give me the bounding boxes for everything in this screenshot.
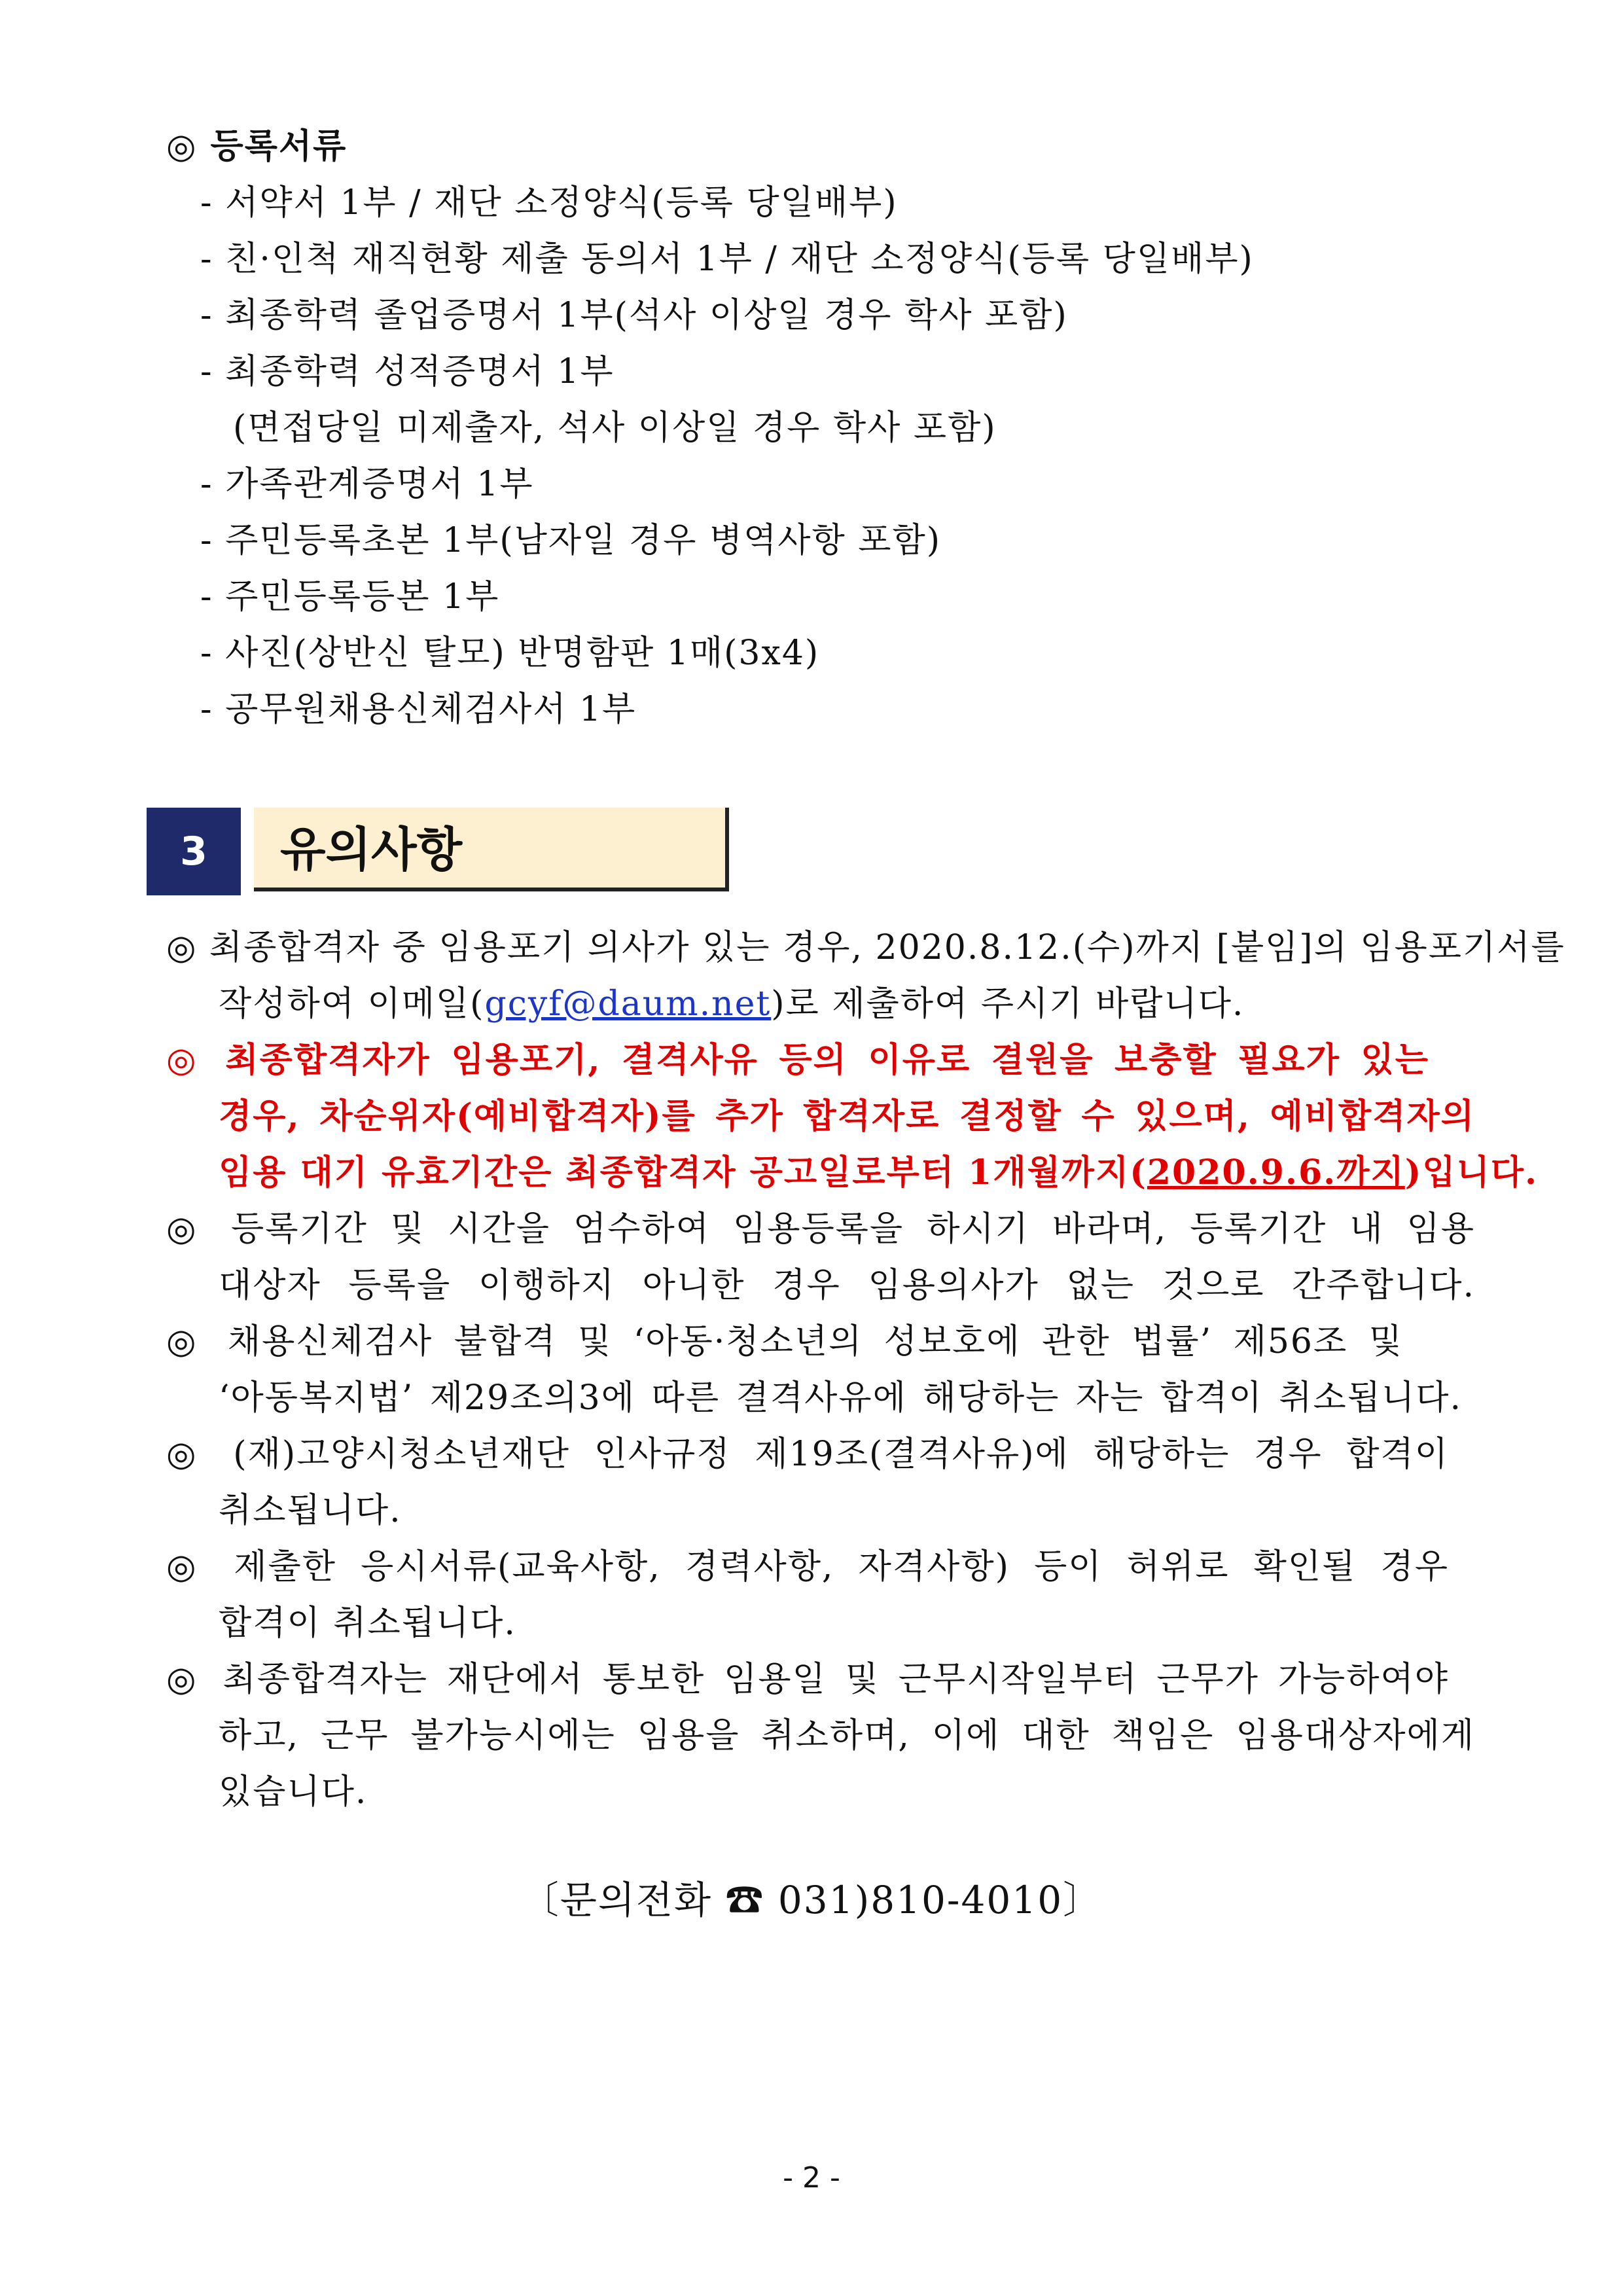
section-title: 유의사항: [254, 808, 729, 891]
registration-item: - 공무원채용신체검사서 1부: [200, 690, 637, 729]
registration-item-note: (면접당일 미제출자, 석사 이상일 경우 학사 포함): [233, 408, 997, 448]
note-5-line-2: 취소됩니다.: [219, 1491, 402, 1530]
note-2-text: 임용 대기 유효기간은 최종합격자 공고일로부터 1개월까지(: [219, 1153, 1147, 1193]
note-1-text-end: )로 제출하여 주시기 바랍니다.: [771, 984, 1245, 1024]
registration-heading: ◎ 등록서류: [166, 126, 348, 166]
note-4-line-1: ◎ 채용신체검사 불합격 및 ‘아동·청소년의 성보호에 관한 법률’ 제56조 및: [166, 1322, 1403, 1361]
note-1-text: 작성하여 이메일(: [219, 984, 485, 1024]
note-1-line-2: [219, 983, 1244, 1025]
registration-item: - 주민등록초본 1부(남자일 경우 병역사항 포함): [200, 521, 942, 560]
section-number: 3: [147, 808, 241, 895]
note-6-line-2: 합격이 취소됩니다.: [219, 1604, 516, 1643]
registration-item: - 서약서 1부 / 재단 소정양식(등록 당일배부): [200, 183, 898, 223]
registration-item: - 최종학력 성적증명서 1부: [200, 352, 615, 391]
note-5-line-1: ◎ (재)고양시청소년재단 인사규정 제19조(결격사유)에 해당하는 경우 합격이: [166, 1435, 1449, 1474]
contact-phone: 〔문의전화 ☎ 031)810-4010〕: [520, 1878, 1103, 1922]
note-2-date: 2020.9.6.까지: [1147, 1153, 1405, 1193]
registration-item: - 친·인척 재직현황 제출 동의서 1부 / 재단 소정양식(등록 당일배부): [200, 240, 1254, 279]
registration-item: - 주민등록등본 1부: [200, 577, 500, 617]
email-link[interactable]: gcyf@daum.net: [484, 984, 772, 1024]
note-7-line-1: ◎ 최종합격자는 재단에서 통보한 임용일 및 근무시작일부터 근무가 가능하여야: [166, 1660, 1449, 1699]
note-7-line-3: 있습니다.: [219, 1772, 368, 1812]
note-2-line-3: [219, 1152, 1538, 1194]
note-7-line-2: 하고, 근무 불가능시에는 임용을 취소하며, 이에 대한 책임은 임용대상자에게: [219, 1716, 1475, 1755]
note-3-line-1: ◎ 등록기간 및 시간을 엄수하여 임용등록을 하시기 바라며, 등록기간 내 임용: [166, 1210, 1475, 1249]
registration-item: - 사진(상반신 탈모) 반명함판 1매(3x4): [200, 634, 820, 673]
registration-item: - 최종학력 졸업증명서 1부(석사 이상일 경우 학사 포함): [200, 296, 1068, 335]
note-3-line-2: 대상자 등록을 이행하지 아니한 경우 임용의사가 없는 것으로 간주합니다.: [219, 1266, 1475, 1305]
registration-item: - 가족관계증명서 1부: [200, 465, 534, 504]
note-2-line-1: ◎ 최종합격자가 임용포기, 결격사유 등의 이유로 결원을 보충할 필요가 있는: [166, 1040, 1429, 1080]
note-2-line-2: 경우, 차순위자(예비합격자)를 추가 합격자로 결정할 수 있으며, 예비합격자의: [219, 1096, 1475, 1136]
note-2-text-end: )입니다.: [1404, 1153, 1539, 1193]
note-4-line-2: ‘아동복지법’ 제29조의3에 따른 결격사유에 해당하는 자는 합격이 취소됩니다.: [219, 1378, 1462, 1418]
page-number: - 2 -: [783, 2161, 840, 2195]
note-1-line-1: ◎ 최종합격자 중 임용포기 의사가 있는 경우, 2020.8.12.(수)까지 [붙임]의 임용포기서를: [166, 928, 1565, 967]
note-6-line-1: ◎ 제출한 응시서류(교육사항, 경력사항, 자격사항) 등이 허위로 확인될 경우: [166, 1547, 1449, 1587]
